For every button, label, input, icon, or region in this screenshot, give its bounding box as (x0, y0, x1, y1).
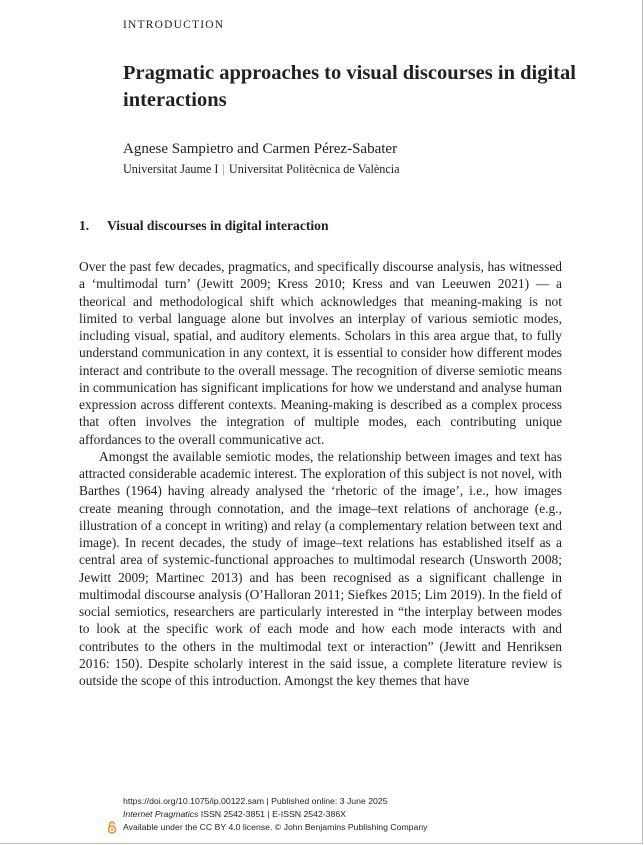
issn-info: ISSN 2542-3851 | E-ISSN 2542-386X (200, 809, 346, 819)
running-head: INTRODUCTION (123, 19, 225, 31)
paragraph-2: Amongst the available semiotic modes, the relationship between images and text has attracted considerable academic interest. The exploration of this subject is not novel, with Barthes (1964) having already analysed the ‘rhetoric of the image’, i.e., how images create meaning through connotation, and the image–text relations of anchorage (e.g., illustration of a concept in writing) and relay (a complementary relation between text and image). In recent decades, the study of image–text relations has established itself as a central area of systemic-functional approaches to multimodal research (Unsworth 2008; Jewitt 2009; Martinec 2013) and has been recognised as a significant challenge in multimodal discourse analysis (O’Halloran 2011; Siefkes 2015; Lim 2019). In the field of social semiotics, researchers are particularly interested in “the interplay between modes to look at the specific work of each mode and how each mode interacts with and contributes to the others in the multimodal text or interaction” (Jewitt and Henriksen 2016: 150). Despite scholarly interest in the said issue, a complete literature review is outside the scope of this introduction. Amongst the key themes that have (79, 448, 562, 688)
body-text (79, 258, 562, 689)
license-line: Available under the CC BY 4.0 license. © John Benjamins Publishing Company (123, 822, 428, 832)
affiliation-separator: | (222, 162, 225, 176)
author-affiliations (123, 162, 400, 177)
affiliation-2: Universitat Politècnica de València (228, 162, 400, 176)
open-access-lock-icon (107, 821, 117, 834)
section-title: Visual discourses in digital interaction (107, 218, 329, 233)
article-authors: Agnese Sampietro and Carmen Pérez-Sabater (123, 141, 398, 157)
affiliation-1: Universitat Jaume I (123, 162, 219, 176)
journal-line (123, 808, 428, 821)
journal-name: Internet Pragmatics (123, 809, 199, 819)
doi-line[interactable]: https://doi.org/10.1075/ip.00122.sam | Published online: 3 June 2025 (123, 796, 388, 806)
page-footer (123, 795, 428, 834)
paragraph-1: Over the past few decades, pragmatics, and specifically discourse analysis, has witnessed a ‘multimodal turn’ (Jewitt 2009; Kress 2010; Kress and van Leeuwen 2021) — a theorical and methodological shift which acknowledges that meaning-making is not limited to verbal language alone but involves an interplay of various semiotic modes, including visual, spatial, and auditory elements. Scholars in this area argue that, to fully understand communication in any context, it is essential to consider how different modes interact and contribute to the overall message. The recognition of diverse semiotic means in communication has significant implications for how we understand and analyse human expression across different contexts. Meaning-making is described as a complex process that often involves the integration of multiple modes, each contributing unique affordances to the overall communicative act. (79, 259, 562, 447)
section-heading (79, 218, 329, 234)
article-title: Pragmatic approaches to visual discourses in digital interactions (123, 62, 576, 111)
section-number: 1. (79, 218, 90, 233)
